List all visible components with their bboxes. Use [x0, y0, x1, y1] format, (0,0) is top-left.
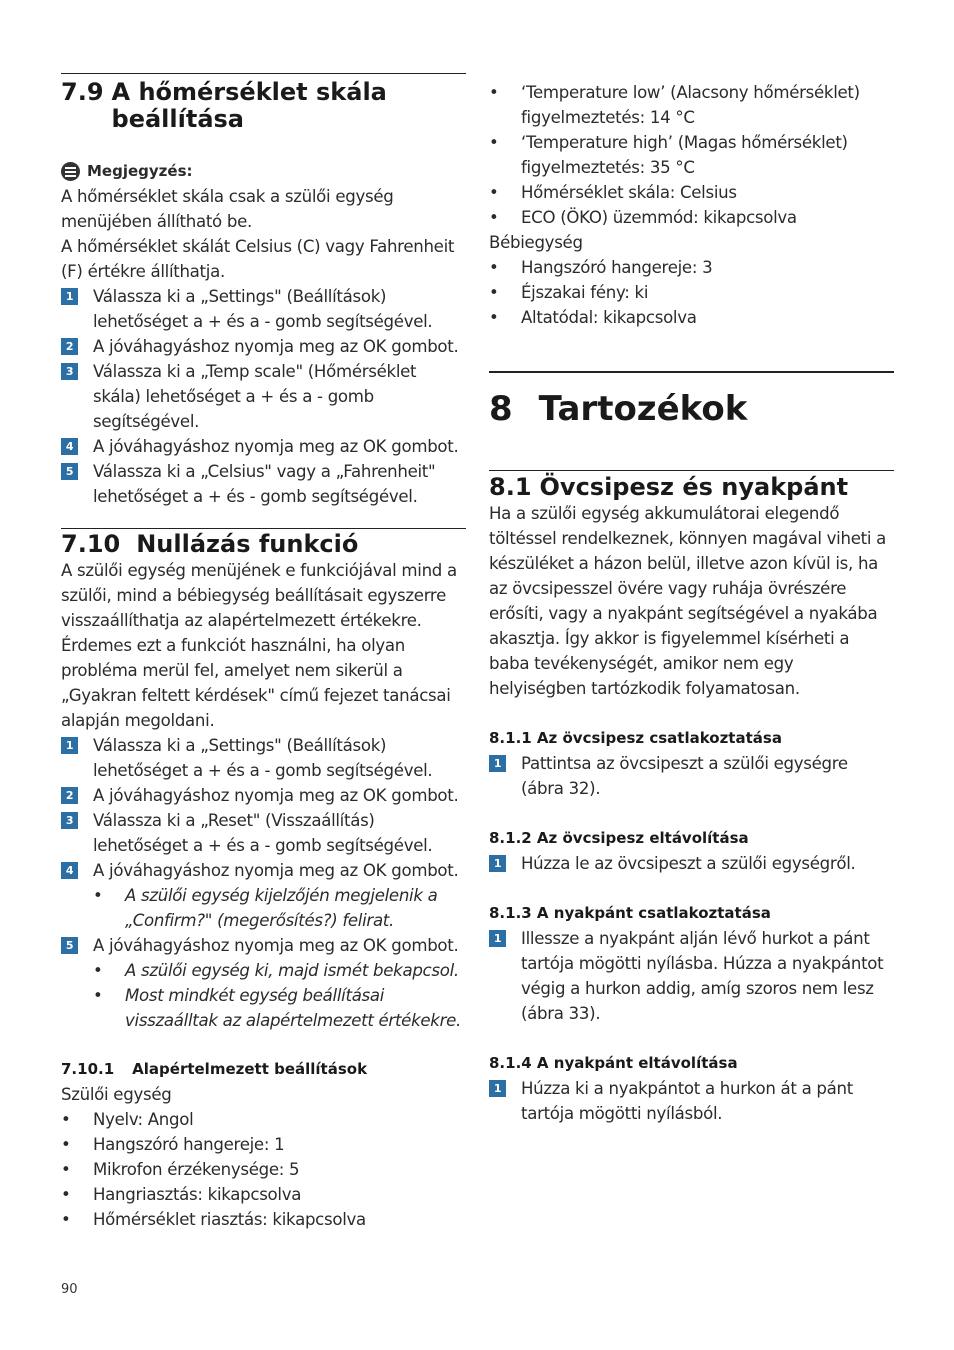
bullet-dot: •: [489, 208, 499, 227]
step-number-badge: 1: [61, 737, 78, 754]
step-text: A jóváhagyáshoz nyomja meg az OK gombot.: [93, 786, 459, 805]
step-item: [61, 459, 466, 509]
left-column: [61, 73, 466, 1232]
bullet-dot: •: [489, 308, 499, 327]
step-text: Válassza ki a „Settings" (Beállítások) lehetőséget a + és a - gomb segítségével.: [93, 287, 433, 331]
step-number-badge: 1: [489, 930, 506, 947]
bullet-dot: •: [61, 1185, 71, 1204]
step-text: Húzza le az övcsipeszt a szülői egységről.: [521, 854, 856, 873]
step-text: Válassza ki a „Settings" (Beállítások) lehetőséget a + és a - gomb segítségével.: [93, 736, 433, 780]
note-text-2: A hőmérséklet skálát Celsius (C) vagy Fahrenheit (F) értékre állíthatja.: [61, 237, 455, 281]
bullet-text: A szülői egység ki, majd ismét bekapcsol.: [125, 961, 459, 980]
step-item: [61, 733, 466, 783]
section-number: 8.1: [489, 473, 532, 501]
bullet-dot: •: [489, 133, 499, 152]
list-item: [489, 305, 894, 330]
section-rule: [61, 528, 466, 529]
step-item: [489, 926, 894, 1026]
step-item: [61, 858, 466, 883]
list-item: [61, 1182, 466, 1207]
step-item: [61, 284, 466, 334]
step-number-badge: 5: [61, 463, 78, 480]
subsection-heading-8-1-1: 8.1.1 Az övcsipesz csatlakoztatása: [489, 729, 782, 747]
list-item: [61, 1132, 466, 1157]
list-item: [489, 80, 894, 130]
step-text: Válassza ki a „Temp scale" (Hőmérséklet skála) lehetőséget a + és a - gomb segítségével.: [93, 362, 417, 431]
step-text: Húzza ki a nyakpántot a hurkon át a pánt tartója mögötti nyílásból.: [521, 1079, 853, 1123]
section-number: 7.10: [61, 530, 121, 558]
bullet-dot: •: [93, 961, 103, 980]
bullet-text: Hangszóró hangereje: 3: [521, 258, 713, 277]
step-item: [61, 434, 466, 459]
step-item: [61, 808, 466, 858]
subsection-heading-8-1-2: 8.1.2 Az övcsipesz eltávolítása: [489, 829, 749, 847]
list-item: [489, 180, 894, 205]
list-item: [489, 255, 894, 280]
list-item: [489, 280, 894, 305]
subsection-number: 7.10.1: [61, 1060, 115, 1078]
section-heading-8-1: [489, 474, 894, 501]
steps-7-9: [61, 284, 466, 509]
bullet-dot: •: [61, 1160, 71, 1179]
subsection-heading-8-1-3: 8.1.3 A nyakpánt csatlakoztatása: [489, 904, 771, 922]
page-number: 90: [61, 1282, 78, 1297]
step-number-badge: 1: [489, 755, 506, 772]
step-text: A jóváhagyáshoz nyomja meg az OK gombot.: [93, 437, 459, 456]
step-number-badge: 1: [489, 1080, 506, 1097]
bullet-text: Altatódal: kikapcsolva: [521, 308, 697, 327]
note-label: Megjegyzés:: [87, 162, 193, 180]
parent-unit-label: Szülői egység: [61, 1085, 172, 1104]
subsection-heading-7-10-1: [61, 1057, 466, 1082]
reset-intro: A szülői egység menüjének e funkciójával mind a szülői, mind a bébiegység beállításait egyszerre visszaállíthatja az alapértelmezett értékekre. Érdemes ezt a funkciót használni, ha olyan probléma merül fel, amelyet nem sikerül a „Gyakran feltett kérdések" című fejezet tanácsai alapján megoldani.: [61, 561, 457, 730]
bullet-text: Hangszóró hangereje: 1: [93, 1135, 285, 1154]
step-result-bullet: [61, 983, 466, 1033]
step-number-badge: 1: [489, 855, 506, 872]
bullet-text: Hangriasztás: kikapcsolva: [93, 1185, 302, 1204]
list-item: [61, 1107, 466, 1132]
chapter-number: 8: [489, 389, 513, 429]
bullet-text: ‘Temperature high’ (Magas hőmérséklet) figyelmeztetés: 35 °C: [521, 133, 848, 177]
chapter-title: Tartozékok: [538, 389, 748, 429]
bullet-dot: •: [93, 986, 103, 1005]
bullet-dot: •: [61, 1110, 71, 1129]
list-item: [489, 205, 894, 230]
bullet-text: A szülői egység kijelzőjén megjelenik a „Confirm?" (megerősítés?) felirat.: [125, 886, 438, 930]
bullet-dot: •: [489, 83, 499, 102]
bullet-text: Mikrofon érzékenysége: 5: [93, 1160, 300, 1179]
section-title: Övcsipesz és nyakpánt: [539, 473, 849, 501]
bullet-text: Most mindkét egység beállításai visszaálltak az alapértelmezett értékekre.: [125, 986, 461, 1030]
section-rule: [489, 470, 894, 471]
step-number-badge: 3: [61, 812, 78, 829]
list-item: [61, 1157, 466, 1182]
chapter-rule: [489, 371, 894, 373]
step-number-badge: 2: [61, 338, 78, 355]
step-text: A jóváhagyáshoz nyomja meg az OK gombot.: [93, 337, 459, 356]
bullet-dot: •: [61, 1210, 71, 1229]
step-number-badge: 2: [61, 787, 78, 804]
step-text: Válassza ki a „Celsius" vagy a „Fahrenheit" lehetőséget a + és - gomb segítségével.: [93, 462, 436, 506]
step-item: [489, 1076, 894, 1126]
note-heading: [61, 159, 466, 184]
list-item: [489, 130, 894, 180]
step-item: [61, 783, 466, 808]
chapter-heading-8: [489, 389, 894, 429]
bullet-text: ‘Temperature low’ (Alacsony hőmérséklet) figyelmeztetés: 14 °C: [521, 83, 860, 127]
baby-unit-label: Bébiegység: [489, 233, 583, 252]
step-number-badge: 4: [61, 862, 78, 879]
list-item: [61, 1207, 466, 1232]
subsection-heading-8-1-4: 8.1.4 A nyakpánt eltávolítása: [489, 1054, 738, 1072]
section-number: 7.9: [61, 78, 104, 106]
step-number-badge: 3: [61, 363, 78, 380]
step-text: Illessze a nyakpánt alján lévő hurkot a pánt tartója mögötti nyílásba. Húzza a nyakpántot végig a hurkon addig, amíg szoros nem lesz (ábra 33).: [521, 929, 884, 1023]
step-text: A jóváhagyáshoz nyomja meg az OK gombot.: [93, 861, 459, 880]
step-text: Pattintsa az övcsipeszt a szülői egységre (ábra 32).: [521, 754, 848, 798]
bullet-text: Hőmérséklet riasztás: kikapcsolva: [93, 1210, 366, 1229]
step-text: A jóváhagyáshoz nyomja meg az OK gombot.: [93, 936, 459, 955]
step-item: [61, 334, 466, 359]
bullet-text: Nyelv: Angol: [93, 1110, 194, 1129]
note-text: A hőmérséklet skála csak a szülői egység menüjében állítható be.: [61, 187, 394, 231]
right-column: [489, 80, 894, 1126]
bullet-dot: •: [489, 183, 499, 202]
section-title: A hőmérséklet skála beállítása: [111, 78, 387, 133]
step-item: [489, 851, 894, 876]
step-text: Válassza ki a „Reset" (Visszaállítás) lehetőséget a + és a - gomb segítségével.: [93, 811, 433, 855]
section-rule: [61, 73, 466, 74]
bullet-dot: •: [61, 1135, 71, 1154]
bullet-dot: •: [489, 283, 499, 302]
step-item: [61, 933, 466, 958]
step-number-badge: 4: [61, 438, 78, 455]
step-result-bullet: [61, 883, 466, 933]
step-item: [489, 751, 894, 801]
section-heading-7-10: [61, 531, 466, 558]
bullet-text: Éjszakai fény: ki: [521, 283, 649, 302]
step-number-badge: 1: [61, 288, 78, 305]
section-title: Nullázás funkció: [136, 530, 359, 558]
section-heading-7-9: [61, 79, 466, 133]
bullet-text: Hőmérséklet skála: Celsius: [521, 183, 737, 202]
step-number-badge: 5: [61, 937, 78, 954]
note-icon: [61, 162, 80, 181]
bullet-dot: •: [489, 258, 499, 277]
step-result-bullet: [61, 958, 466, 983]
step-item: [61, 359, 466, 434]
subsection-title: Alapértelmezett beállítások: [132, 1060, 368, 1078]
bullet-dot: •: [93, 886, 103, 905]
bullet-text: ECO (ÖKO) üzemmód: kikapcsolva: [521, 208, 797, 227]
accessories-intro: Ha a szülői egység akkumulátorai elegendő töltéssel rendelkeznek, könnyen magával viheti a készüléket a házon belül, illetve azon kívül is, ha az övcsipesszel övére vagy ruhája övrészére erősíti, vagy a nyakpánt segítségével a nyakába akasztja. Így akkor is figyelemmel kísérheti a baba tevékenységét, amikor nem egy helyiségben tartózkodik folyamatosan.: [489, 504, 886, 698]
